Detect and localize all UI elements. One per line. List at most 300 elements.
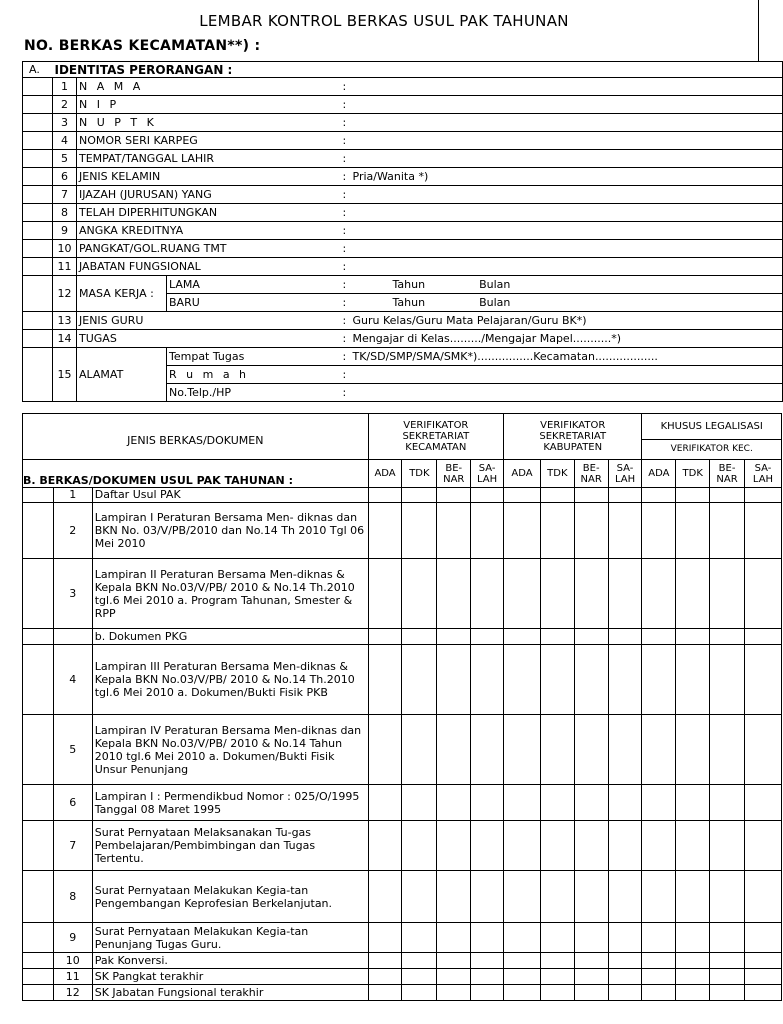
row-number: 14 — [53, 330, 77, 348]
check-cell[interactable] — [642, 629, 676, 645]
berkas-description: Daftar Usul PAK — [92, 488, 368, 503]
section-b-title: B. BERKAS/DOKUMEN USUL PAK TAHUNAN : — [23, 460, 369, 488]
check-cell[interactable] — [540, 559, 574, 629]
check-cell[interactable] — [676, 503, 710, 559]
check-cell[interactable] — [642, 559, 676, 629]
verifikator-kec-header: VERIFIKATOR KEC. — [642, 440, 782, 460]
check-cell[interactable] — [745, 559, 782, 629]
berkas-row — [23, 985, 782, 1001]
berkas-row — [23, 923, 782, 953]
berkas-row — [23, 629, 782, 645]
check-cell[interactable] — [437, 923, 471, 953]
identitas-row — [23, 114, 783, 132]
berkas-row — [23, 715, 782, 785]
check-cell[interactable] — [402, 629, 437, 645]
colon: : — [339, 258, 351, 276]
check-cell[interactable] — [368, 503, 402, 559]
identitas-row — [23, 78, 783, 96]
check-cell[interactable] — [437, 969, 471, 985]
field-label: TELAH DIPERHITUNGKAN — [77, 204, 339, 222]
col-ada-header: ADA — [642, 460, 676, 488]
no-berkas-label: NO. BERKAS KECAMATAN**) : — [24, 38, 261, 54]
check-cell[interactable] — [676, 715, 710, 785]
check-cell[interactable] — [437, 559, 471, 629]
row-number: 10 — [53, 953, 92, 969]
check-cell[interactable] — [642, 923, 676, 953]
check-cell[interactable] — [608, 821, 642, 871]
row-number: 15 — [53, 348, 77, 402]
check-cell[interactable] — [368, 715, 402, 785]
berkas-description: Lampiran I : Permendikbud Nomor : 025/O/1995 Tanggal 08 Maret 1995 — [92, 785, 368, 821]
alamat-value[interactable] — [351, 366, 783, 384]
indent-cell — [23, 186, 53, 204]
field-label: PANGKAT/GOL.RUANG TMT — [77, 240, 339, 258]
alamat-value[interactable]: TK/SD/SMP/SMA/SMK*)................Kecamatan.................. — [351, 348, 783, 366]
bulan-label: Bulan — [479, 277, 511, 291]
check-cell[interactable] — [437, 785, 471, 821]
field-value[interactable] — [351, 150, 783, 168]
field-value[interactable] — [351, 132, 783, 150]
check-cell[interactable] — [471, 985, 504, 1001]
check-cell[interactable] — [504, 985, 541, 1001]
masa-kerja-lama: LAMA — [167, 276, 339, 294]
field-label: IJAZAH (JURUSAN) YANG — [77, 186, 339, 204]
check-cell[interactable] — [574, 629, 608, 645]
check-cell[interactable] — [540, 488, 574, 503]
check-cell[interactable] — [710, 923, 745, 953]
field-value[interactable] — [351, 204, 783, 222]
check-cell[interactable] — [437, 645, 471, 715]
masa-kerja-value[interactable] — [351, 276, 783, 294]
check-cell[interactable] — [504, 953, 541, 969]
check-cell[interactable] — [368, 559, 402, 629]
check-cell[interactable] — [745, 715, 782, 785]
check-cell[interactable] — [745, 871, 782, 923]
check-cell[interactable] — [540, 923, 574, 953]
check-cell[interactable] — [710, 871, 745, 923]
check-cell[interactable] — [402, 785, 437, 821]
col-tdk-header: TDK — [540, 460, 574, 488]
row-number: 4 — [53, 132, 77, 150]
field-label: N I P — [77, 96, 339, 114]
check-cell[interactable] — [504, 629, 541, 645]
row-number: 12 — [53, 985, 92, 1001]
col-benar-header: BE- NAR — [437, 460, 471, 488]
berkas-row — [23, 488, 782, 503]
check-cell[interactable] — [471, 821, 504, 871]
berkas-row — [23, 645, 782, 715]
identitas-row — [23, 150, 783, 168]
check-cell[interactable] — [642, 985, 676, 1001]
indent-cell — [23, 715, 54, 785]
row-number: 2 — [53, 96, 77, 114]
row-number — [53, 629, 92, 645]
check-cell[interactable] — [710, 985, 745, 1001]
field-label: JABATAN FUNGSIONAL — [77, 258, 339, 276]
check-cell[interactable] — [676, 969, 710, 985]
check-cell[interactable] — [540, 821, 574, 871]
colon: : — [339, 276, 351, 294]
row-number: 2 — [53, 503, 92, 559]
field-value[interactable] — [351, 258, 783, 276]
row-number: 11 — [53, 969, 92, 985]
check-cell[interactable] — [642, 785, 676, 821]
indent-cell — [23, 114, 53, 132]
check-cell[interactable] — [368, 985, 402, 1001]
check-cell[interactable] — [402, 488, 437, 503]
identitas-row — [23, 132, 783, 150]
check-cell[interactable] — [608, 503, 642, 559]
field-value[interactable] — [351, 222, 783, 240]
masa-kerja-row — [23, 276, 783, 294]
check-cell[interactable] — [608, 871, 642, 923]
field-value[interactable] — [351, 114, 783, 132]
check-cell[interactable] — [504, 715, 541, 785]
colon: : — [339, 222, 351, 240]
alamat-rumah: R u m a h — [167, 366, 339, 384]
row-number: 8 — [53, 871, 92, 923]
berkas-description: Lampiran III Peraturan Bersama Men-diknas & Kepala BKN No.03/V/PB/ 2010 & No.14 Th.2010 tgl.6 Mei 2010 a. Dokumen/Bukti Fisik PKB — [92, 645, 368, 715]
check-cell[interactable] — [402, 715, 437, 785]
check-cell[interactable] — [504, 871, 541, 923]
check-cell[interactable] — [504, 559, 541, 629]
field-label: JENIS GURU — [77, 312, 339, 330]
check-cell[interactable] — [710, 953, 745, 969]
field-label: ANGKA KREDITNYA — [77, 222, 339, 240]
check-cell[interactable] — [574, 559, 608, 629]
colon: : — [339, 294, 351, 312]
indent-cell — [23, 276, 53, 312]
masa-kerja-value[interactable] — [351, 294, 783, 312]
check-cell[interactable] — [676, 559, 710, 629]
check-cell[interactable] — [402, 503, 437, 559]
identitas-row — [23, 330, 783, 348]
check-cell[interactable] — [574, 645, 608, 715]
check-cell[interactable] — [540, 969, 574, 985]
identitas-row — [23, 168, 783, 186]
khusus-legalisasi-header: KHUSUS LEGALISASI — [642, 414, 782, 440]
check-cell[interactable] — [745, 969, 782, 985]
indent-cell — [23, 78, 53, 96]
row-number: 9 — [53, 222, 77, 240]
row-number: 7 — [53, 186, 77, 204]
check-cell[interactable] — [608, 559, 642, 629]
col-salah-header: SA- LAH — [745, 460, 782, 488]
indent-cell — [23, 96, 53, 114]
col-benar-header: BE- NAR — [574, 460, 608, 488]
check-cell[interactable] — [608, 953, 642, 969]
check-cell[interactable] — [437, 871, 471, 923]
check-cell[interactable] — [471, 953, 504, 969]
check-cell[interactable] — [676, 923, 710, 953]
indent-cell — [23, 503, 54, 559]
masa-kerja-baru: BARU — [167, 294, 339, 312]
row-number: 5 — [53, 150, 77, 168]
row-number: 12 — [53, 276, 77, 312]
identitas-row — [23, 222, 783, 240]
check-cell[interactable] — [574, 821, 608, 871]
indent-cell — [23, 953, 54, 969]
check-cell[interactable] — [540, 715, 574, 785]
field-value[interactable]: Mengajar di Kelas........./Mengajar Mapel...........*) — [351, 330, 783, 348]
header-row — [23, 460, 782, 488]
indent-cell — [23, 629, 54, 645]
colon: : — [339, 330, 351, 348]
row-number: 8 — [53, 204, 77, 222]
tahun-label: Tahun — [392, 277, 426, 291]
check-cell[interactable] — [574, 969, 608, 985]
colon: : — [339, 366, 351, 384]
check-cell[interactable] — [745, 785, 782, 821]
indent-cell — [23, 488, 54, 503]
check-cell[interactable] — [642, 871, 676, 923]
check-cell[interactable] — [368, 785, 402, 821]
indent-cell — [23, 240, 53, 258]
check-cell[interactable] — [574, 488, 608, 503]
check-cell[interactable] — [368, 629, 402, 645]
berkas-row — [23, 559, 782, 629]
check-cell[interactable] — [710, 785, 745, 821]
check-cell[interactable] — [574, 985, 608, 1001]
check-cell[interactable] — [574, 715, 608, 785]
check-cell[interactable] — [608, 785, 642, 821]
check-cell[interactable] — [437, 715, 471, 785]
check-cell[interactable] — [642, 953, 676, 969]
field-label: ALAMAT — [77, 348, 167, 402]
check-cell[interactable] — [642, 503, 676, 559]
check-cell[interactable] — [471, 559, 504, 629]
form-title: LEMBAR KONTROL BERKAS USUL PAK TAHUNAN — [199, 12, 569, 30]
check-cell[interactable] — [540, 645, 574, 715]
check-cell[interactable] — [540, 785, 574, 821]
check-cell[interactable] — [710, 969, 745, 985]
verifikator-kabupaten-header: VERIFIKATOR SEKRETARIAT KABUPATEN — [504, 414, 642, 460]
indent-cell — [23, 348, 53, 402]
berkas-row — [23, 953, 782, 969]
check-cell[interactable] — [710, 488, 745, 503]
check-cell[interactable] — [437, 821, 471, 871]
check-cell[interactable] — [745, 645, 782, 715]
check-cell[interactable] — [540, 871, 574, 923]
check-cell[interactable] — [437, 953, 471, 969]
row-number: 5 — [53, 715, 92, 785]
check-cell[interactable] — [710, 559, 745, 629]
check-cell[interactable] — [608, 488, 642, 503]
check-cell[interactable] — [642, 645, 676, 715]
check-cell[interactable] — [574, 503, 608, 559]
check-cell[interactable] — [504, 785, 541, 821]
check-cell[interactable] — [504, 488, 541, 503]
check-cell[interactable] — [710, 645, 745, 715]
check-cell[interactable] — [608, 923, 642, 953]
check-cell[interactable] — [504, 645, 541, 715]
check-cell[interactable] — [368, 645, 402, 715]
field-label: TEMPAT/TANGGAL LAHIR — [77, 150, 339, 168]
check-cell[interactable] — [540, 503, 574, 559]
check-cell[interactable] — [471, 645, 504, 715]
check-cell[interactable] — [471, 785, 504, 821]
check-cell[interactable] — [710, 715, 745, 785]
field-label: NOMOR SERI KARPEG — [77, 132, 339, 150]
check-cell[interactable] — [437, 488, 471, 503]
check-cell[interactable] — [642, 715, 676, 785]
col-salah-header: SA- LAH — [471, 460, 504, 488]
col-salah-header: SA- LAH — [608, 460, 642, 488]
field-label: MASA KERJA : — [77, 276, 167, 312]
section-a-header — [23, 62, 783, 78]
field-value[interactable]: Pria/Wanita *) — [351, 168, 783, 186]
check-cell[interactable] — [504, 969, 541, 985]
verifikator-kecamatan-header: VERIFIKATOR SEKRETARIAT KECAMATAN — [368, 414, 503, 460]
check-cell[interactable] — [437, 503, 471, 559]
berkas-row — [23, 969, 782, 985]
check-cell[interactable] — [402, 559, 437, 629]
check-cell[interactable] — [745, 821, 782, 871]
colon: : — [339, 96, 351, 114]
colon: : — [339, 186, 351, 204]
check-cell[interactable] — [471, 871, 504, 923]
indent-cell — [23, 168, 53, 186]
jenis-berkas-header: JENIS BERKAS/DOKUMEN — [23, 414, 369, 460]
check-cell[interactable] — [574, 871, 608, 923]
check-cell[interactable] — [368, 821, 402, 871]
check-cell[interactable] — [608, 645, 642, 715]
field-value[interactable] — [351, 240, 783, 258]
check-cell[interactable] — [676, 985, 710, 1001]
check-cell[interactable] — [676, 645, 710, 715]
check-cell[interactable] — [745, 503, 782, 559]
check-cell[interactable] — [402, 953, 437, 969]
check-cell[interactable] — [504, 923, 541, 953]
check-cell[interactable] — [368, 871, 402, 923]
col-ada-header: ADA — [368, 460, 402, 488]
indent-cell — [23, 969, 54, 985]
check-cell[interactable] — [504, 821, 541, 871]
field-value[interactable] — [351, 96, 783, 114]
indent-cell — [23, 150, 53, 168]
colon: : — [339, 78, 351, 96]
check-cell[interactable] — [745, 923, 782, 953]
check-cell[interactable] — [540, 953, 574, 969]
check-cell[interactable] — [710, 629, 745, 645]
alamat-tempat_tugas: Tempat Tugas — [167, 348, 339, 366]
colon: : — [339, 384, 351, 402]
check-cell[interactable] — [504, 503, 541, 559]
indent-cell — [23, 923, 54, 953]
check-cell[interactable] — [368, 969, 402, 985]
berkas-description: b. Dokumen PKG — [92, 629, 368, 645]
identitas-row — [23, 240, 783, 258]
check-cell[interactable] — [676, 488, 710, 503]
berkas-table — [22, 413, 782, 1001]
check-cell[interactable] — [437, 985, 471, 1001]
indent-cell — [23, 204, 53, 222]
field-value[interactable] — [351, 186, 783, 204]
berkas-description: SK Pangkat terakhir — [92, 969, 368, 985]
colon: : — [339, 150, 351, 168]
alamat-value[interactable] — [351, 384, 783, 402]
check-cell[interactable] — [402, 821, 437, 871]
indent-cell — [23, 330, 53, 348]
section-a-letter: A. — [23, 62, 53, 78]
check-cell[interactable] — [368, 953, 402, 969]
check-cell[interactable] — [642, 969, 676, 985]
identitas-row — [23, 258, 783, 276]
check-cell[interactable] — [471, 923, 504, 953]
check-cell[interactable] — [745, 953, 782, 969]
check-cell[interactable] — [710, 503, 745, 559]
berkas-description: Surat Pernyataan Melakukan Kegia-tan Penunjang Tugas Guru. — [92, 923, 368, 953]
field-label: TUGAS — [77, 330, 339, 348]
berkas-description: Pak Konversi. — [92, 953, 368, 969]
berkas-row — [23, 785, 782, 821]
check-cell[interactable] — [402, 923, 437, 953]
row-number: 7 — [53, 821, 92, 871]
check-cell[interactable] — [676, 871, 710, 923]
bulan-label: Bulan — [479, 295, 511, 309]
check-cell[interactable] — [608, 985, 642, 1001]
field-value[interactable]: Guru Kelas/Guru Mata Pelajaran/Guru BK*) — [351, 312, 783, 330]
col-benar-header: BE- NAR — [710, 460, 745, 488]
check-cell[interactable] — [608, 715, 642, 785]
col-tdk-header: TDK — [676, 460, 710, 488]
row-number: 6 — [53, 785, 92, 821]
check-cell[interactable] — [745, 985, 782, 1001]
check-cell[interactable] — [676, 821, 710, 871]
indent-cell — [23, 559, 54, 629]
berkas-description: SK Jabatan Fungsional terakhir — [92, 985, 368, 1001]
identitas-row — [23, 312, 783, 330]
check-cell[interactable] — [642, 821, 676, 871]
check-cell[interactable] — [676, 629, 710, 645]
indent-cell — [23, 312, 53, 330]
row-number: 3 — [53, 114, 77, 132]
berkas-row — [23, 821, 782, 871]
check-cell[interactable] — [540, 985, 574, 1001]
row-number: 13 — [53, 312, 77, 330]
row-number: 4 — [53, 645, 92, 715]
colon: : — [339, 204, 351, 222]
identitas-row — [23, 186, 783, 204]
check-cell[interactable] — [608, 629, 642, 645]
check-cell[interactable] — [437, 629, 471, 645]
field-value[interactable] — [351, 78, 783, 96]
check-cell[interactable] — [471, 715, 504, 785]
check-cell[interactable] — [608, 969, 642, 985]
check-cell[interactable] — [745, 629, 782, 645]
check-cell[interactable] — [471, 969, 504, 985]
check-cell[interactable] — [402, 871, 437, 923]
check-cell[interactable] — [745, 488, 782, 503]
check-cell[interactable] — [574, 923, 608, 953]
check-cell[interactable] — [402, 985, 437, 1001]
check-cell[interactable] — [710, 821, 745, 871]
check-cell[interactable] — [402, 645, 437, 715]
check-cell[interactable] — [540, 629, 574, 645]
indent-cell — [23, 258, 53, 276]
check-cell[interactable] — [676, 785, 710, 821]
check-cell[interactable] — [471, 629, 504, 645]
check-cell[interactable] — [574, 785, 608, 821]
check-cell[interactable] — [368, 923, 402, 953]
check-cell[interactable] — [368, 488, 402, 503]
check-cell[interactable] — [402, 969, 437, 985]
check-cell[interactable] — [642, 488, 676, 503]
check-cell[interactable] — [574, 953, 608, 969]
check-cell[interactable] — [471, 488, 504, 503]
check-cell[interactable] — [676, 953, 710, 969]
check-cell[interactable] — [471, 503, 504, 559]
